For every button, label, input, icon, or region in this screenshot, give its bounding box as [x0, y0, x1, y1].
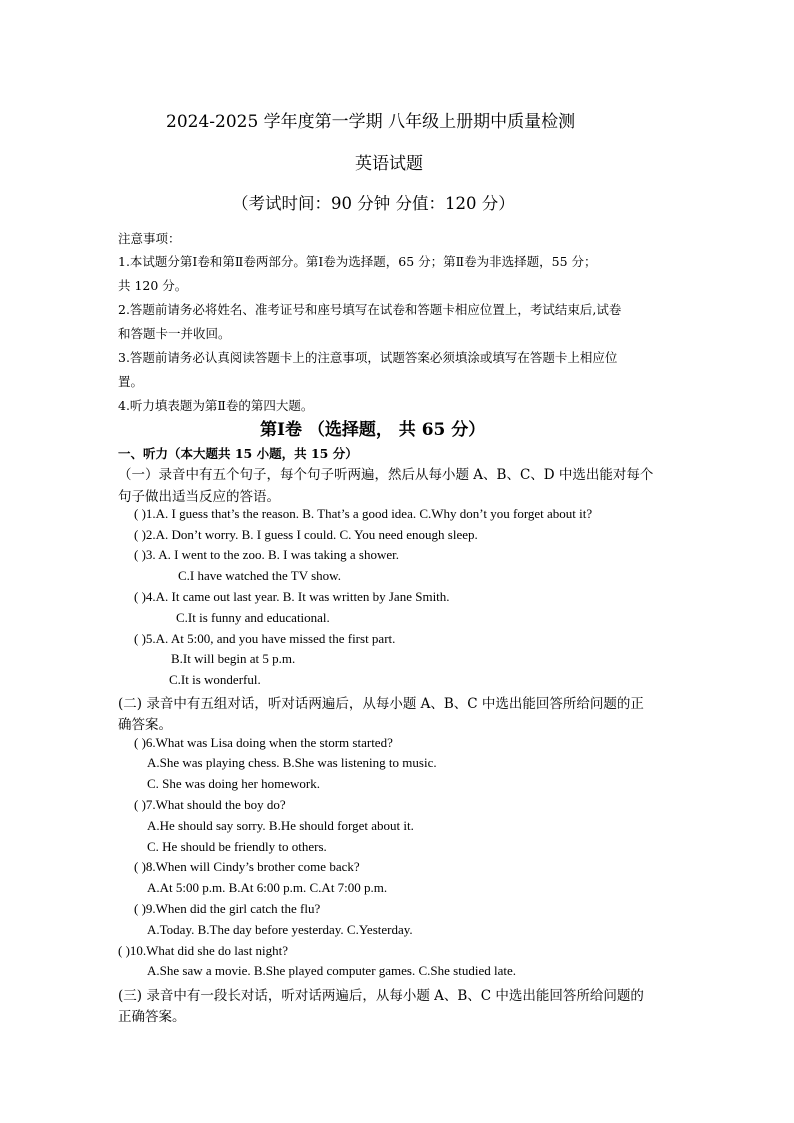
note-line: 共 120 分。 [118, 278, 188, 293]
question-6-option-c: C. She was doing her homework. [147, 776, 320, 791]
question-4: ( )4.A. It came out last year. B. It was written by Jane Smith. [134, 589, 450, 604]
exam-title: 2024-2025 学年度第一学期 八年级上册期中质量检测 [166, 112, 576, 132]
question-5-option-b: B.It will begin at 5 p.m. [171, 651, 296, 666]
question-6: ( )6.What was Lisa doing when the storm started? [134, 735, 393, 750]
question-1: ( )1.A. I guess that’s the reason. B. That’s a good idea. C.Why don’t you forget about it? [134, 506, 593, 521]
question-5-option-c: C.It is wonderful. [169, 672, 261, 687]
section-heading-listening: 一、听力（本大题共 15 小题，共 15 分） [118, 446, 358, 461]
question-8-options: A.At 5:00 p.m. B.At 6:00 p.m. C.At 7:00 p.m. [147, 880, 388, 895]
question-4-option-c: C.It is funny and educational. [176, 610, 330, 625]
sub2-instruction: (二) 录音中有五组对话，听对话两遍后，从每小题 A、B、C 中选出能回答所给问题的正 [118, 696, 644, 712]
question-10-options: A.She saw a movie. B.She played computer games. C.She studied late. [147, 963, 516, 978]
question-10: ( )10.What did she do last night? [118, 943, 289, 958]
question-5: ( )5.A. At 5:00, and you have missed the first part. [134, 631, 396, 646]
sub1-instruction: （一）录音中有五个句子，每个句子听两遍，然后从每小题 A、B、C、D 中选出能对每个 [118, 467, 654, 483]
note-line: 置。 [118, 374, 144, 389]
question-3: ( )3. A. I went to the zoo. B. I was taking a shower. [134, 547, 400, 562]
question-9-options: A.Today. B.The day before yesterday. C.Yesterday. [147, 922, 413, 937]
part-one-title: 第Ⅰ卷 （选择题， 共 65 分） [260, 420, 486, 440]
question-7-options-ab: A.He should say sorry. B.He should forget about it. [147, 818, 414, 833]
sub3-instruction: 正确答案。 [118, 1009, 186, 1025]
question-9: ( )9.When did the girl catch the flu? [134, 901, 321, 916]
question-7: ( )7.What should the boy do? [134, 797, 286, 812]
notes-heading: 注意事项： [118, 231, 181, 246]
question-8: ( )8.When will Cindy’s brother come back? [134, 859, 360, 874]
note-line: 和答题卡一并收回。 [118, 326, 231, 341]
note-line: 2.答题前请务必将姓名、准考证号和座号填写在试卷和答题卡相应位置上，考试结束后,试卷 [118, 302, 622, 317]
question-2: ( )2.A. Don’t worry. B. I guess I could. C. You need enough sleep. [134, 527, 478, 542]
question-6-options-ab: A.She was playing chess. B.She was listening to music. [147, 755, 437, 770]
note-line: 1.本试题分第Ⅰ卷和第Ⅱ卷两部分。第Ⅰ卷为选择题，65 分；第Ⅱ卷为非选择题，55 分； [118, 254, 597, 269]
sub3-instruction: (三) 录音中有一段长对话，听对话两遍后，从每小题 A、B、C 中选出能回答所给问题的 [118, 988, 644, 1004]
note-line: 3.答题前请务必认真阅读答题卡上的注意事项，试题答案必须填涂或填写在答题卡上相应位 [118, 350, 618, 365]
exam-info: （考试时间：90 分钟 分值：120 分） [232, 194, 515, 213]
sub1-instruction: 句子做出适当反应的答语。 [118, 489, 280, 505]
question-3-option-c: C.I have watched the TV show. [178, 568, 341, 583]
sub2-instruction: 确答案。 [118, 717, 172, 733]
subject-title: 英语试题 [355, 154, 423, 174]
note-line: 4.听力填表题为第Ⅱ卷的第四大题。 [118, 398, 314, 413]
question-7-option-c: C. He should be friendly to others. [147, 839, 327, 854]
